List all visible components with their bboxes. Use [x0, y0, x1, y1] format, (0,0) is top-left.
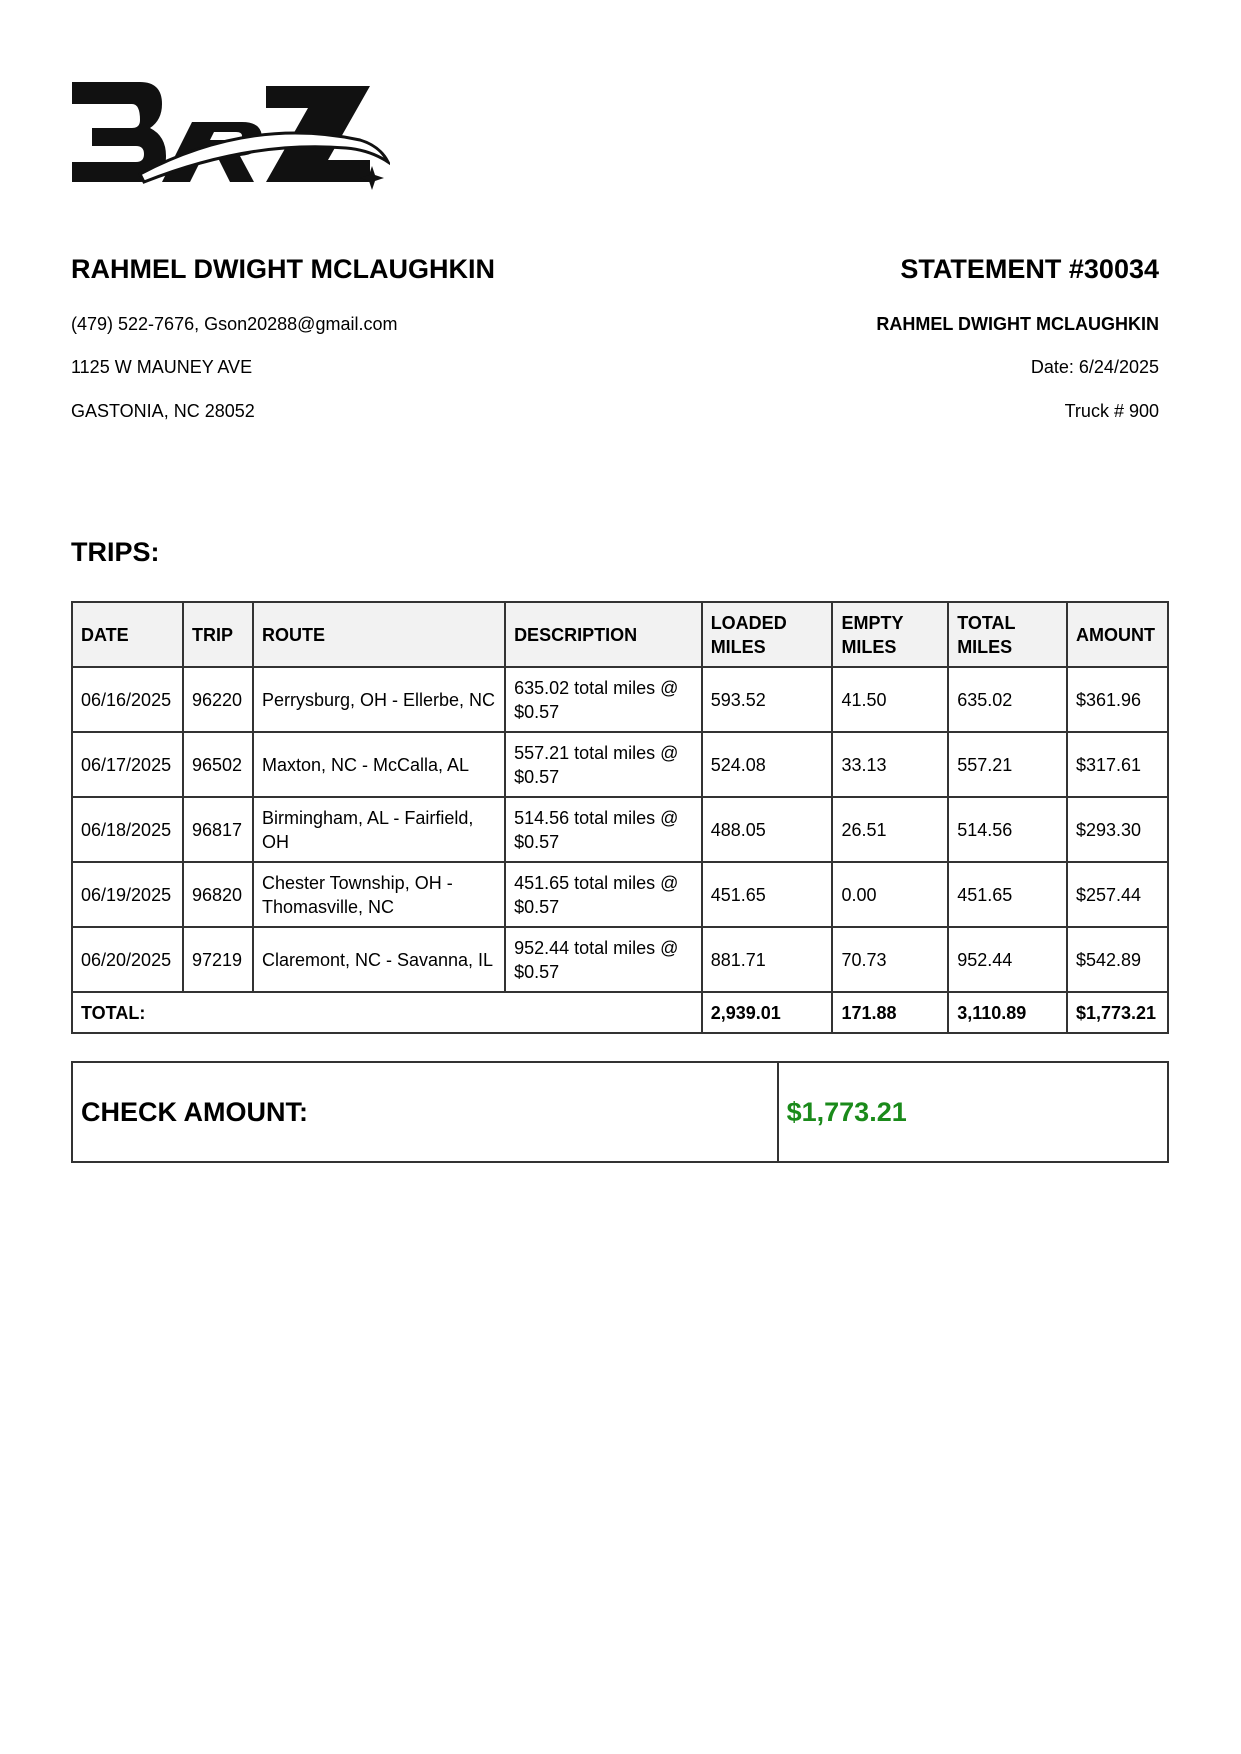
cell-trip: 96220: [183, 667, 253, 732]
check-amount-box: [71, 1061, 1169, 1163]
cell-loaded: 451.65: [702, 862, 833, 927]
cell-loaded: 488.05: [702, 797, 833, 862]
totals-label: TOTAL:: [72, 992, 183, 1033]
header-route: ROUTE: [253, 602, 505, 667]
statement-date: Date: 6/24/2025: [1030, 357, 1159, 377]
totals-loaded: 2,939.01: [702, 992, 833, 1033]
cell-route: Birmingham, AL - Fairfield, OH: [253, 797, 505, 862]
cell-trip: 97219: [183, 927, 253, 992]
header-loaded-miles: LOADED MILES: [702, 602, 833, 667]
cell-route: Maxton, NC - McCalla, AL: [253, 732, 505, 797]
header-trip: TRIP: [183, 602, 253, 667]
totals-empty: 171.88: [832, 992, 948, 1033]
table-row: [72, 927, 1168, 992]
cell-loaded: 593.52: [702, 667, 833, 732]
cell-date: 06/17/2025: [72, 732, 183, 797]
cell-description: 635.02 total miles @ $0.57: [505, 667, 702, 732]
driver-address-line1: 1125 W MAUNEY AVE: [71, 357, 253, 377]
header-empty-miles: EMPTY MILES: [832, 602, 948, 667]
table-row: [72, 667, 1168, 732]
cell-trip: 96820: [183, 862, 253, 927]
check-amount-label: CHECK AMOUNT:: [72, 1062, 778, 1162]
totals-amount: $1,773.21: [1067, 992, 1168, 1033]
cell-route: Perrysburg, OH - Ellerbe, NC: [253, 667, 505, 732]
cell-trip: 96502: [183, 732, 253, 797]
check-amount-value: $1,773.21: [778, 1062, 1168, 1162]
cell-amount: $257.44: [1067, 862, 1168, 927]
table-header-row: [72, 602, 1168, 667]
cell-empty: 70.73: [832, 927, 948, 992]
cell-description: 451.65 total miles @ $0.57: [505, 862, 702, 927]
totals-spacer: [183, 992, 702, 1033]
cell-empty: 41.50: [832, 667, 948, 732]
cell-total: 557.21: [948, 732, 1067, 797]
cell-total: 635.02: [948, 667, 1067, 732]
cell-description: 557.21 total miles @ $0.57: [505, 732, 702, 797]
header-total-miles: TOTAL MILES: [948, 602, 1067, 667]
cell-amount: $293.30: [1067, 797, 1168, 862]
company-logo: [70, 78, 390, 193]
trips-heading: TRIPS:: [71, 537, 160, 567]
cell-amount: $361.96: [1067, 667, 1168, 732]
cell-route: Chester Township, OH - Thomasville, NC: [253, 862, 505, 927]
cell-trip: 96817: [183, 797, 253, 862]
totals-total: 3,110.89: [948, 992, 1067, 1033]
statement-driver-name: RAHMEL DWIGHT MCLAUGHKIN: [876, 314, 1159, 334]
table-row: [72, 862, 1168, 927]
driver-name: RAHMEL DWIGHT MCLAUGHKIN: [71, 254, 495, 284]
cell-date: 06/19/2025: [72, 862, 183, 927]
cell-date: 06/18/2025: [72, 797, 183, 862]
header-date: DATE: [72, 602, 183, 667]
header-description: DESCRIPTION: [505, 602, 702, 667]
cell-total: 451.65: [948, 862, 1067, 927]
driver-contact: (479) 522-7676, Gson20288@gmail.com: [71, 314, 398, 334]
table-row: [72, 797, 1168, 862]
cell-empty: 33.13: [832, 732, 948, 797]
truck-number: Truck # 900: [1064, 401, 1159, 421]
header-amount: AMOUNT: [1067, 602, 1168, 667]
cell-total: 514.56: [948, 797, 1067, 862]
cell-loaded: 881.71: [702, 927, 833, 992]
table-row: [72, 732, 1168, 797]
trips-table: [71, 601, 1169, 1034]
totals-row: [72, 992, 1168, 1033]
cell-route: Claremont, NC - Savanna, IL: [253, 927, 505, 992]
driver-address-line2: GASTONIA, NC 28052: [71, 401, 255, 421]
cell-date: 06/16/2025: [72, 667, 183, 732]
cell-description: 952.44 total miles @ $0.57: [505, 927, 702, 992]
cell-date: 06/20/2025: [72, 927, 183, 992]
statement-title: STATEMENT #30034: [900, 254, 1159, 284]
cell-loaded: 524.08: [702, 732, 833, 797]
brz-logo-icon: [70, 78, 390, 193]
cell-empty: 26.51: [832, 797, 948, 862]
cell-total: 952.44: [948, 927, 1067, 992]
cell-description: 514.56 total miles @ $0.57: [505, 797, 702, 862]
cell-amount: $317.61: [1067, 732, 1168, 797]
cell-amount: $542.89: [1067, 927, 1168, 992]
cell-empty: 0.00: [832, 862, 948, 927]
